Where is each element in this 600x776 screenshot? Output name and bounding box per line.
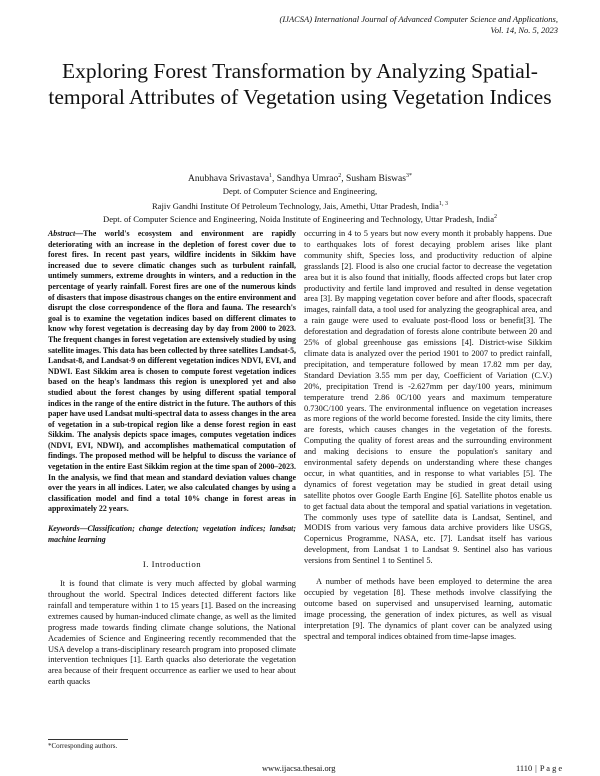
abstract-text: —The world's ecosystem and environment are rapidly deteriorating with an increase in the depletion of forest cover due to forest fires. In recent past years, wildfire incidents in Sikkim have increased due to severe climatic changes such as turbulent rainfall, untimely summers, extreme droughts in winters, and a reduction in the percentage of yearly rainfall. Forest fires are one of the numerous kinds of disasters that impose disastrous changes on the entire environment and disrupt the close correspondence of the flora and fauna. The research's goal is to examine the vegetation indices based on different climates to know why forest vegetation is decreasing day by day from 2000 to 2023. The frequent changes in forest vegetation are extensively studied by using satellite images. This data has been collected by three satellites Landsat-5, Landsat-8, and Landsat-9 on different vegetation indices NDVI, EVI, and NDWI. East Sikkim area is chosen to compute forest vegetation indices based on the heap's landmass this region is unexplored yet and also studied about the forest changes by using different spatial temporal indices in the range of the entire district in the future. The authors of this paper have used Landsat multi-spectral data to assess changes in the area of vegetation in a sub-tropical region like a dense forest region in east Sikkim. The analysis depicts space images, computes vegetation indices (NDVI, EVI, NDWI), and accomplishes mathematical computation of findings. The proposed method will be helpful to discuss the variance of vegetation in the entire East Sikkim region at the time span of 2000–2023. In the analysis, we find that mean and standard deviation values change over the years in all indices. Later, we also calculated changes by using a classification model and find a total 10% change in forest areas in approximately 22 years.	[48, 229, 296, 514]
author-name: Sandhya Umrao	[276, 174, 339, 185]
abstract	[48, 229, 296, 515]
author-name: Anubhava Srivastava	[188, 174, 270, 185]
journal-volume: Vol. 14, No. 5, 2023	[490, 25, 558, 35]
page-number	[516, 764, 562, 773]
author-affiliation-mark: 1	[269, 173, 273, 179]
body-paragraph: A number of methods have been employed to determine the area occupied by vegetation [8]. These methods involve classifying the outcome based on supervised and unsupervised learning, automatic image processing, the generation of index pictures, as well as visual interpretation [9]. The dynamics of plant cover can be analyzed using spectral and temporal indices obtained from time-lapse images.	[304, 577, 552, 641]
keywords-label: Keywords	[48, 524, 80, 534]
affiliation-dept: Dept. of Computer Science and Engineering,	[222, 186, 378, 196]
author-affiliation-mark: 3*	[405, 173, 412, 179]
left-column	[48, 229, 296, 688]
affiliation-text: Dept. of Computer Science and Engineering, Noida Institute of Engineering and Technology, Uttar Pradesh, India	[102, 213, 495, 224]
page-separator: |	[535, 764, 537, 773]
journal-url-link[interactable]: www.ijacsa.thesai.org	[262, 764, 336, 773]
affiliation-institute-2	[40, 211, 560, 225]
footnote: *Corresponding authors.	[48, 742, 118, 750]
affiliation-mark: 2	[494, 214, 498, 220]
right-column	[304, 229, 552, 651]
page-label: P a g e	[539, 764, 563, 773]
body-paragraph: occurring in 4 to 5 years but now every month it probably happens. Due to earthquakes lots of forest decaying problem arises like plant community shift, Species loss, and productivity reduction of alpine grasslands [2]. Flood is also one crucial factor to decrease the vegetation area but it is also found that initially, floods affected crops but later crop productivity and fertile land improved and resulted in dense vegetation area [3]. By mapping vegetation cover before and after floods, spacecraft images, rainfall data, a tool used for analyzing the geographical area, and a rain gauge were used to evaluate post-flood loss or benefit[3]. The deforestation and degradation of forests alone contribute between 20 and 25% of global greenhouse gas emissions [4]. District-wise Sikkim climate data is analyzed over the period 1901 to 2007 to predict rainfall, precipitation, and temperature followed by mean 17.82 mm per day, Standard Deviation 3.55 mm per day, Coefficient of Variation (C.V.) 20%, precipitation Trend is -2.627mm per day/100 years, minimum temperature trend 2.86 0C/100 years and maximum temperature 0.730C/100 years. The environmental influence on vegetation increases as more regions of the world become forested. Inside the city limits, there are forests, which causes changes in the vegetation of the forests. Computing the quality of forest areas and the surrounding environment and making decisions to ensure the population's sanitary and environmental safety depends on understanding where these changes occur, in what quantities, and in response to what variables [5]. The dynamics of forest vegetation may be studied in great detail using satellite photos over Google Earth Engine [6]. Satellite photos enable us to get factual data about the temporal and spatial variations in vegetation. The commonly uses type of satellite data is Landsat, Sentinel, and MODIS from various very famous data archive providers like USGS, Copernicus Programme, NASA, etc. [7]. Landsat itself has various development, from Landsat 1 to Landsat 9. Sentinel also has various versions from Sentinel 1 to Sentinel 5.	[304, 229, 552, 566]
affiliation-text: Rajiv Gandhi Institute Of Petroleum Technology, Jais, Amethi, Uttar Pradesh, India	[152, 200, 439, 211]
journal-name: (IJACSA) International Journal of Advanced Computer Science and Applications,	[279, 14, 558, 24]
section-heading-introduction: I. Introduction	[142, 559, 202, 570]
intro-paragraph: It is found that climate is very much affected by global warming throughout the world. Spectral Indices detected different factors like rainfall and temperature within 1 to 15 years [1]. Based on the increasing extremes caused by human-induced climate change, as well as the limited progress made towards finding climate change solutions, the National Academies of Science and Engineering recently recommended that the USA develop a trans-disciplinary research program into proposed climate intervention techniques [1]. Earth quacks also deteriorate the vegetation area because of their frequent occurrence as earlier we used to hear about earth quacks	[48, 579, 296, 687]
author-name: Susham Biswas	[346, 174, 406, 185]
author-list: Anubhava Srivastava$^1$, Sandhya Umrao$^2$, Susham Biswas$^{3*}$	[188, 173, 412, 185]
keywords	[48, 524, 296, 545]
footnote-divider	[48, 739, 128, 740]
paper-title: Exploring Forest Transformation by Analyzing Spatial-temporal Attributes of Vegetation using Vegetation Indices	[48, 59, 552, 109]
page-number-value: 1110	[516, 764, 533, 773]
journal-header	[138, 14, 558, 36]
author-affiliation-mark: 2	[338, 173, 342, 179]
keywords-text: —Classification; change detection; vegetation indices; landsat; machine learning	[48, 524, 296, 544]
abstract-label: Abstract	[48, 229, 76, 238]
affiliation-institute-1	[40, 198, 560, 212]
affiliation-mark: 1, 3	[439, 201, 448, 207]
